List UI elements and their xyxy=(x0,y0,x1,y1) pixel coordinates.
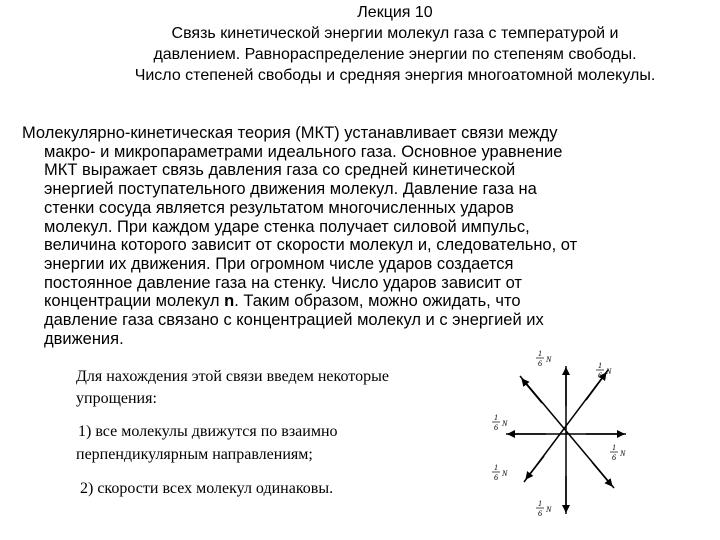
label-bottom-num: 1 xyxy=(538,499,542,508)
paragraph-line-7: величина которого зависит от скорости молекул и, следовательно, от xyxy=(44,236,578,255)
label-left-num: 1 xyxy=(494,413,498,422)
label-top xyxy=(536,349,552,368)
label-top-den: 6 xyxy=(538,359,542,368)
concentration-symbol: n xyxy=(224,292,235,311)
paragraph-line-1: Молекулярно-кинетическая теория (МКТ) устанавливает связи между xyxy=(22,124,558,142)
paragraph-line-5: стенки сосуда является результатом многочисленных ударов xyxy=(44,198,514,217)
paragraph-line-2: макро- и микропараметрами идеального газа. Основное уравнение xyxy=(44,142,563,161)
lecture-title-line-1: Связь кинетической энергии молекул газа с температурой и xyxy=(171,25,619,42)
arrow-down-right xyxy=(592,462,612,486)
label-left-bottom-var: N xyxy=(502,469,508,478)
label-bottom-den: 6 xyxy=(538,509,542,518)
label-right-var: N xyxy=(620,449,626,458)
label-right-top-num: 1 xyxy=(598,361,602,370)
label-right-top-var: N xyxy=(606,367,612,376)
label-right-num: 1 xyxy=(612,443,616,452)
molecule-directions-diagram xyxy=(486,346,636,526)
label-right xyxy=(610,443,626,462)
paragraph-line-9: постоянное давление газа на стенку. Число ударов зависит от xyxy=(44,273,522,292)
simplification-item-1-a: 1) все молекулы движутся по взаимно xyxy=(78,423,338,440)
simplification-item-1-b: перпендикулярным направлениям; xyxy=(76,446,313,463)
paragraph-line-6: молекул. При каждом ударе стенка получает силовой импульс, xyxy=(44,217,530,236)
simplification-intro-2: упрощения: xyxy=(76,390,157,407)
paragraph-line-8: энергии их движения. При огромном числе ударов создается xyxy=(44,254,514,273)
label-right-den: 6 xyxy=(612,453,616,462)
arrow-up-right xyxy=(586,373,606,400)
lecture-header xyxy=(90,2,700,86)
label-bottom-var: N xyxy=(546,505,552,514)
arrow-up-left xyxy=(522,379,542,403)
label-bottom xyxy=(536,499,552,518)
intro-paragraph xyxy=(22,124,698,348)
label-left-bottom xyxy=(492,463,508,482)
label-top-num: 1 xyxy=(538,349,542,358)
label-left-bottom-den: 6 xyxy=(494,473,498,482)
label-left xyxy=(492,413,508,432)
lecture-title-line-2: давлением. Равнораспределение энергии по степеням свободы. xyxy=(153,46,637,63)
label-left-den: 6 xyxy=(494,423,498,432)
arrow-down-left xyxy=(526,456,544,479)
label-top-var: N xyxy=(546,355,552,364)
paragraph-line-4: энергией поступательного движения молекул. Давление газа на xyxy=(44,180,537,199)
paragraph-line-3: МКТ выражает связь давления газа со средней кинетической xyxy=(44,161,516,180)
lecture-title-line-3: Число степеней свободы и средняя энергия многоатомной молекулы. xyxy=(134,67,656,84)
paragraph-line-10 xyxy=(22,292,698,311)
label-right-top xyxy=(596,361,612,380)
label-left-bottom-num: 1 xyxy=(494,463,498,472)
paragraph-line-11: давление газа связано с концентрацией молекул и с энергией их xyxy=(44,311,544,330)
simplification-item-2: 2) скорости всех молекул одинаковы. xyxy=(80,480,334,497)
paragraph-line-12: движения. xyxy=(44,329,124,348)
label-right-top-den: 6 xyxy=(598,371,602,380)
lecture-number: Лекция 10 xyxy=(357,4,433,21)
paragraph-line-10-pre: концентрации молекул xyxy=(44,292,225,311)
paragraph-line-10-post: . Таким образом, можно ожидать, что xyxy=(234,292,521,311)
simplification-intro-1: Для нахождения этой связи введем некоторые xyxy=(76,368,389,385)
label-left-var: N xyxy=(502,419,508,428)
